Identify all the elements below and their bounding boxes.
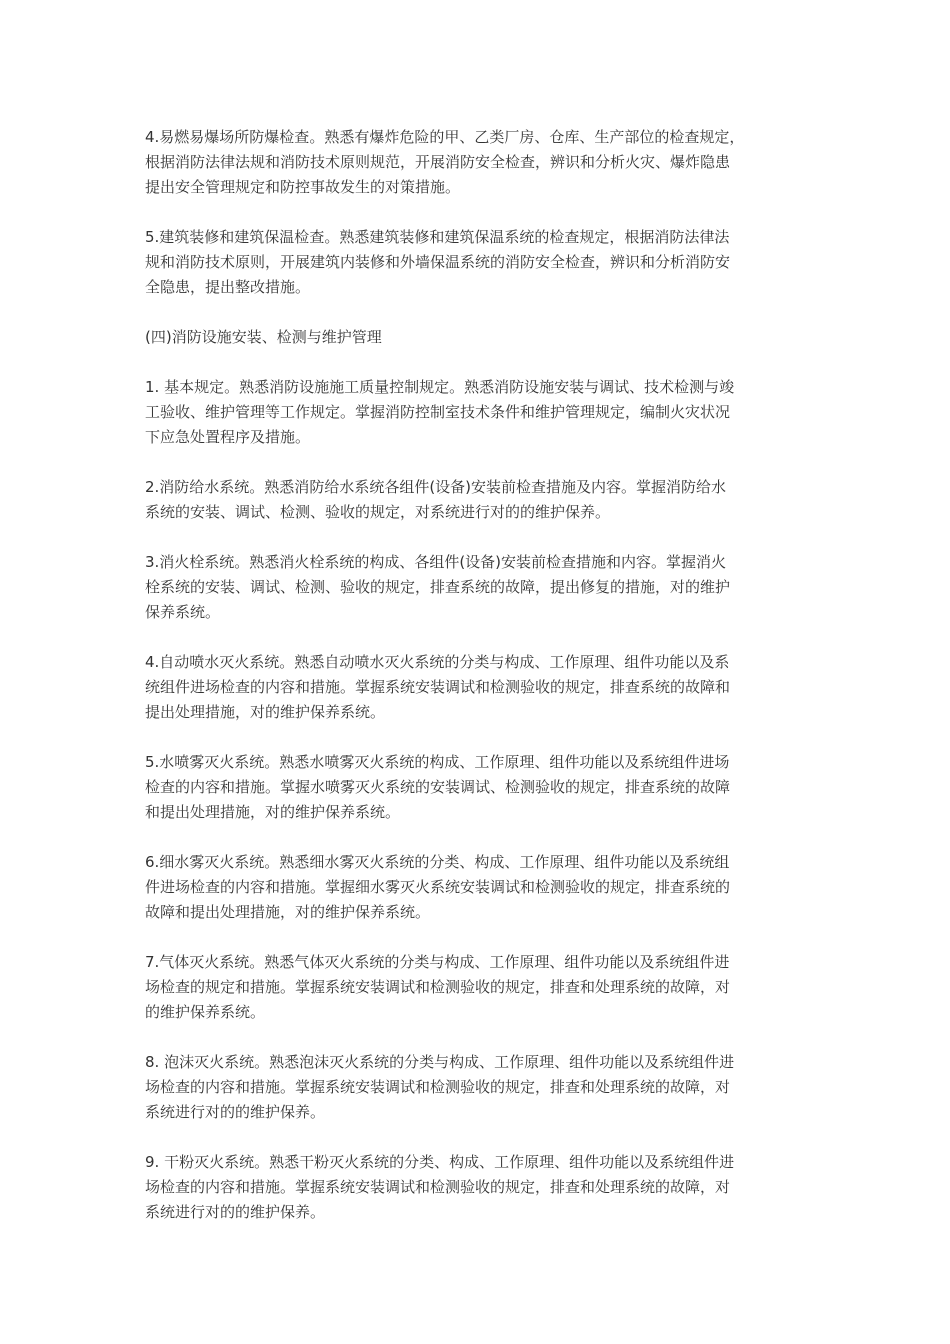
paragraph-line: 规和消防技术原则，开展建筑内装修和外墙保温系统的消防安全检查，辨识和分析消防安 [145, 253, 731, 271]
paragraph-line: 9. 干粉灭火系统。熟悉干粉灭火系统的分类、构成、工作原理、组件功能以及系统组件进 [145, 1153, 735, 1171]
paragraph [145, 1150, 810, 1225]
paragraph-line: 6.细水雾灭火系统。熟悉细水雾灭火系统的分类、构成、工作原理、组件功能以及系统组 [145, 853, 730, 871]
paragraph [145, 550, 810, 625]
paragraph-line: 统组件进场检查的内容和措施。掌握系统安装调试和检测验收的规定，排查系统的故障和 [145, 678, 731, 696]
paragraph [145, 750, 810, 825]
paragraph-line: 4.易燃易爆场所防爆检查。熟悉有爆炸危险的甲、乙类厂房、仓库、生产部位的检查规定， [145, 128, 745, 146]
paragraph-line: 场检查的规定和措施。掌握系统安装调试和检测验收的规定，排查和处理系统的故障，对 [145, 978, 731, 996]
paragraph-line: 下应急处置程序及措施。 [145, 428, 311, 446]
paragraph-line: 5.建筑装修和建筑保温检查。熟悉建筑装修和建筑保温系统的检查规定，根据消防法律法 [145, 228, 730, 246]
paragraph-line: 全隐患，提出整改措施。 [145, 278, 311, 296]
paragraph-line: 系统进行对的的维护保养。 [145, 1103, 326, 1121]
paragraph-line: 故障和提出处理措施，对的维护保养系统。 [145, 903, 431, 921]
paragraph-line: 根据消防法律法规和消防技术原则规范，开展消防安全检查，辨识和分析火灾、爆炸隐患 [145, 153, 731, 171]
paragraph [145, 375, 810, 450]
document-page [145, 125, 810, 1250]
paragraph-line: 7.气体灭火系统。熟悉气体灭火系统的分类与构成、工作原理、组件功能以及系统组件进 [145, 953, 730, 971]
paragraph-line: 的维护保养系统。 [145, 1003, 266, 1021]
paragraph-line: 3.消火栓系统。熟悉消火栓系统的构成、各组件(设备)安装前检查措施和内容。掌握消火 [145, 553, 727, 571]
paragraph [145, 1050, 810, 1125]
paragraph-line: 系统的安装、调试、检测、验收的规定，对系统进行对的的维护保养。 [145, 503, 611, 521]
paragraph-line: 和提出处理措施，对的维护保养系统。 [145, 803, 401, 821]
paragraph-line: 工验收、维护管理等工作规定。掌握消防控制室技术条件和维护管理规定，编制火灾状况 [145, 403, 731, 421]
paragraph-line: 提出安全管理规定和防控事故发生的对策措施。 [145, 178, 461, 196]
paragraph-line: 场检查的内容和措施。掌握系统安装调试和检测验收的规定，排查和处理系统的故障，对 [145, 1078, 731, 1096]
paragraph [145, 475, 810, 525]
paragraph-line: 5.水喷雾灭火系统。熟悉水喷雾灭火系统的构成、工作原理、组件功能以及系统组件进场 [145, 753, 730, 771]
paragraph [145, 325, 810, 350]
paragraph [145, 850, 810, 925]
paragraph [145, 125, 810, 200]
paragraph-line: 栓系统的安装、调试、检测、验收的规定，排查系统的故障，提出修复的措施，对的维护 [145, 578, 731, 596]
document-body [145, 125, 810, 1225]
paragraph-line: 2.消防给水系统。熟悉消防给水系统各组件(设备)安装前检查措施及内容。掌握消防给水 [145, 478, 727, 496]
paragraph-line: 件进场检查的内容和措施。掌握细水雾灭火系统安装调试和检测验收的规定，排查系统的 [145, 878, 731, 896]
paragraph-line: 提出处理措施，对的维护保养系统。 [145, 703, 386, 721]
paragraph [145, 225, 810, 300]
paragraph [145, 650, 810, 725]
paragraph-line: 4.自动喷水灭火系统。熟悉自动喷水灭火系统的分类与构成、工作原理、组件功能以及系 [145, 653, 730, 671]
paragraph-line: 检查的内容和措施。掌握水喷雾灭火系统的安装调试、检测验收的规定，排查系统的故障 [145, 778, 731, 796]
paragraph-line: 场检查的内容和措施。掌握系统安装调试和检测验收的规定，排查和处理系统的故障，对 [145, 1178, 731, 1196]
paragraph-line: 8. 泡沫灭火系统。熟悉泡沫灭火系统的分类与构成、工作原理、组件功能以及系统组件进 [145, 1053, 735, 1071]
paragraph-line: 保养系统。 [145, 603, 221, 621]
paragraph-line: 系统进行对的的维护保养。 [145, 1203, 326, 1221]
paragraph [145, 950, 810, 1025]
paragraph-line: (四)消防设施安装、检测与维护管理 [145, 328, 382, 346]
paragraph-line: 1. 基本规定。熟悉消防设施施工质量控制规定。熟悉消防设施安装与调试、技术检测与竣 [145, 378, 735, 396]
